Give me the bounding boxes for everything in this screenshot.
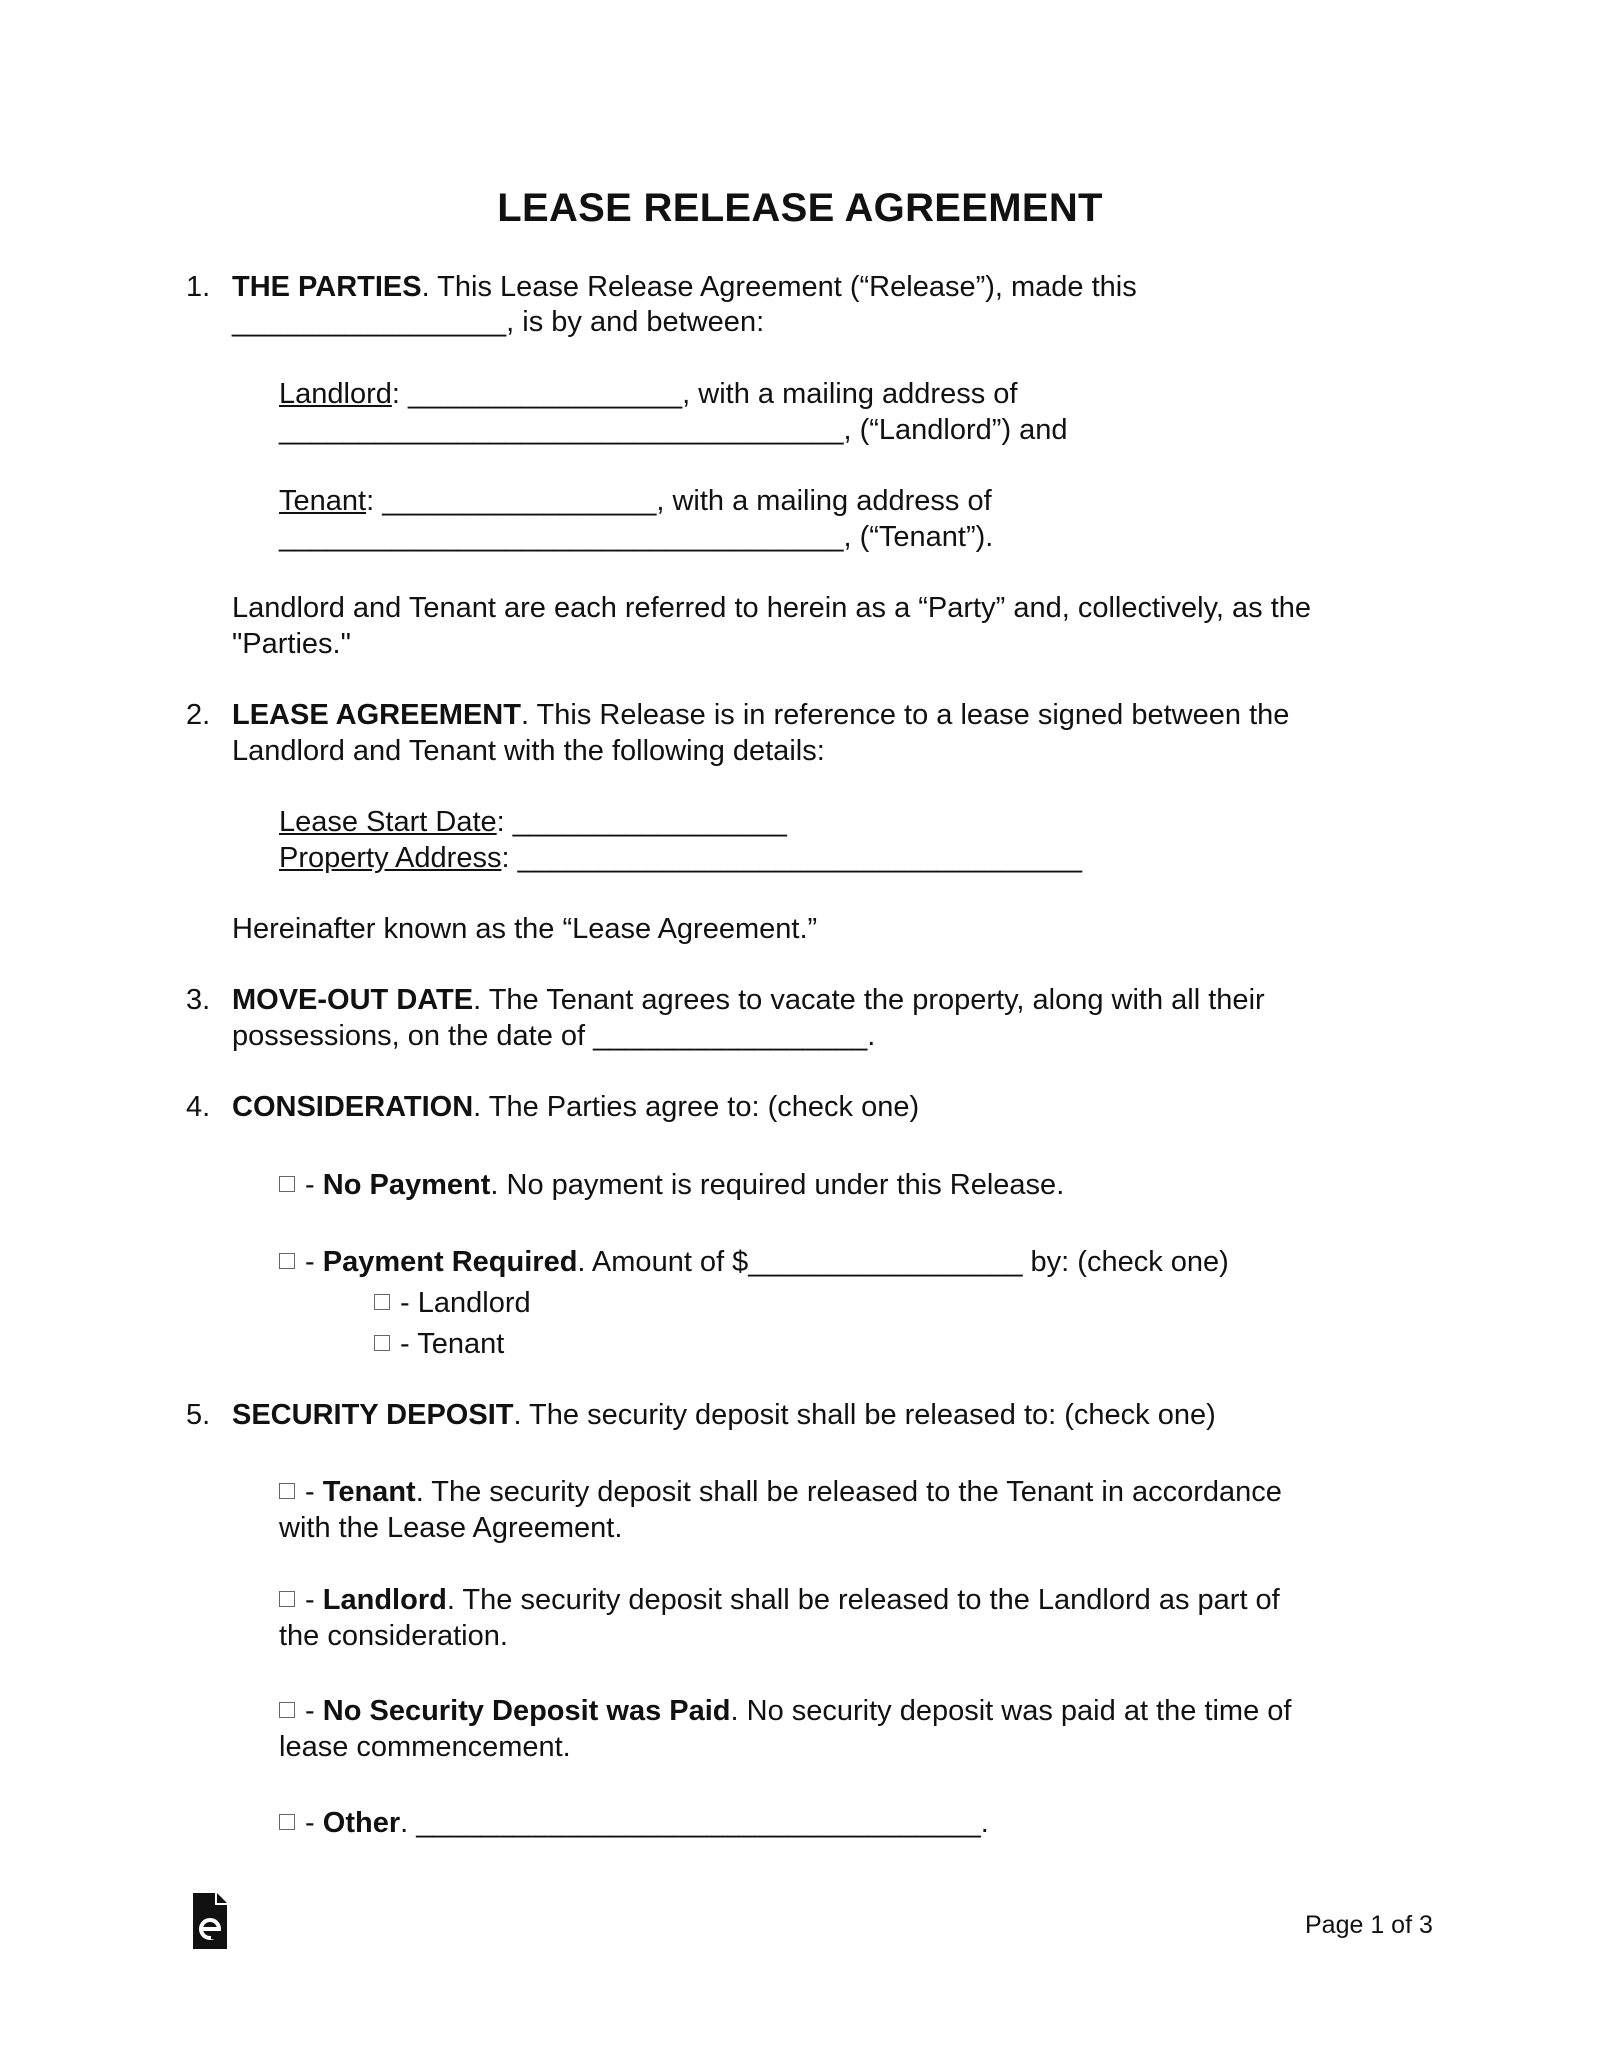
- parties-definition-line-1: Landlord and Tenant are each referred to herein as a “Party” and, collectively, as the: [232, 592, 1312, 624]
- payment-by-landlord-checkbox[interactable]: [374, 1294, 390, 1310]
- payment-by-landlord-label: - Landlord: [392, 1287, 531, 1319]
- lease-start-date-blank[interactable]: : _________________: [496, 806, 787, 838]
- section-1-line-1: [232, 270, 1137, 304]
- move-out-date-blank[interactable]: possessions, on the date of _________________.: [232, 1020, 876, 1052]
- page-number: Page 1 of 3: [1305, 1911, 1433, 1939]
- payment-by-landlord-option: [374, 1286, 531, 1320]
- section-5-number: 5.: [186, 1399, 211, 1431]
- deposit-tenant-text-1: . The security deposit shall be released to the Tenant in accordance: [415, 1476, 1282, 1508]
- section-4-line-1: [232, 1090, 919, 1124]
- section-2-heading: LEASE AGREEMENT: [232, 699, 521, 731]
- tenant-label: Tenant: [279, 485, 367, 517]
- deposit-tenant-checkbox[interactable]: [279, 1483, 295, 1499]
- no-payment-text: . No payment is required under this Release.: [490, 1169, 1065, 1201]
- parties-definition-line-2: "Parties.": [232, 628, 351, 660]
- hereinafter-line: Hereinafter known as the “Lease Agreement.”: [232, 913, 818, 945]
- payment-amount-blank[interactable]: . Amount of $_________________ by: (check one): [577, 1246, 1229, 1278]
- section-2-text-1: . This Release is in reference to a lease signed between the: [520, 699, 1290, 731]
- payment-required-option: [279, 1245, 1229, 1279]
- deposit-landlord-dash: -: [297, 1584, 323, 1616]
- section-1-text-1: . This Lease Release Agreement (“Release”), made this: [421, 271, 1137, 303]
- landlord-line-1: [279, 377, 1017, 411]
- section-4-text-1: . The Parties agree to: (check one): [473, 1091, 920, 1123]
- section-5-line-1: [232, 1398, 1216, 1432]
- tenant-name-blank[interactable]: : _________________, with a mailing address of: [366, 485, 992, 517]
- deposit-other-label: Other: [322, 1807, 401, 1839]
- landlord-label: Landlord: [279, 378, 392, 410]
- section-4-heading: CONSIDERATION: [232, 1091, 474, 1123]
- deposit-other-checkbox[interactable]: [279, 1814, 295, 1830]
- no-deposit-option: [279, 1694, 1291, 1728]
- no-deposit-label: No Security Deposit was Paid: [322, 1695, 731, 1727]
- section-1-heading: THE PARTIES: [232, 271, 422, 303]
- no-payment-option: [279, 1168, 1064, 1202]
- property-address-blank[interactable]: : ___________________________________: [501, 842, 1083, 874]
- payment-required-label: Payment Required: [322, 1246, 578, 1278]
- payment-by-tenant-checkbox[interactable]: [374, 1335, 390, 1351]
- deposit-landlord-text-1: . The security deposit shall be released to the Landlord as part of: [446, 1584, 1280, 1616]
- deposit-landlord-label: Landlord: [322, 1584, 447, 1616]
- deposit-other-option: [279, 1806, 989, 1840]
- deposit-other-dash: -: [297, 1807, 323, 1839]
- deposit-tenant-label: Tenant: [322, 1476, 416, 1508]
- payment-required-dash: -: [297, 1246, 323, 1278]
- landlord-name-blank[interactable]: : _________________, with a mailing address of: [391, 378, 1018, 410]
- deposit-tenant-text-2: with the Lease Agreement.: [279, 1512, 623, 1544]
- section-3-heading: MOVE-OUT DATE: [232, 984, 474, 1016]
- property-address-line: [279, 841, 1082, 875]
- section-3-line-1: [232, 983, 1265, 1017]
- deposit-landlord-text-2: the consideration.: [279, 1620, 508, 1652]
- no-deposit-dash: -: [297, 1695, 323, 1727]
- no-payment-label: No Payment: [322, 1169, 491, 1201]
- no-deposit-checkbox[interactable]: [279, 1702, 295, 1718]
- section-5-heading: SECURITY DEPOSIT: [232, 1399, 514, 1431]
- lease-start-date-line: [279, 805, 787, 839]
- no-deposit-text-2: lease commencement.: [279, 1731, 571, 1763]
- section-2-line-2: Landlord and Tenant with the following details:: [232, 735, 825, 767]
- section-3-text-1: . The Tenant agrees to vacate the property, along with all their: [473, 984, 1265, 1016]
- landlord-address-blank[interactable]: ___________________________________, (“Landlord”) and: [279, 414, 1068, 446]
- section-2-line-1: [232, 698, 1289, 732]
- payment-by-tenant-option: [374, 1327, 504, 1361]
- deposit-tenant-dash: -: [297, 1476, 323, 1508]
- date-blank-line[interactable]: _________________, is by and between:: [232, 306, 765, 338]
- section-1-number: 1.: [186, 271, 211, 303]
- no-payment-dash: -: [297, 1169, 323, 1201]
- document-title: LEASE RELEASE AGREEMENT: [497, 186, 1103, 230]
- deposit-tenant-option: [279, 1475, 1282, 1509]
- section-2-number: 2.: [186, 699, 211, 731]
- tenant-address-blank[interactable]: ___________________________________, (“Tenant”).: [279, 521, 994, 553]
- section-4-number: 4.: [186, 1091, 211, 1123]
- deposit-other-blank[interactable]: . ___________________________________.: [400, 1807, 989, 1839]
- lease-start-date-label: Lease Start Date: [279, 806, 497, 838]
- payment-by-tenant-label: - Tenant: [392, 1328, 505, 1360]
- payment-required-checkbox[interactable]: [279, 1253, 295, 1269]
- no-payment-checkbox[interactable]: [279, 1176, 295, 1192]
- deposit-landlord-checkbox[interactable]: [279, 1591, 295, 1607]
- no-deposit-text-1: . No security deposit was paid at the time of: [730, 1695, 1292, 1727]
- tenant-line-1: [279, 484, 992, 518]
- section-3-number: 3.: [186, 984, 211, 1016]
- property-address-label: Property Address: [279, 842, 502, 874]
- deposit-landlord-option: [279, 1583, 1280, 1617]
- section-5-text-1: . The security deposit shall be released to: (check one): [513, 1399, 1216, 1431]
- eforms-logo-icon: [193, 1893, 233, 1949]
